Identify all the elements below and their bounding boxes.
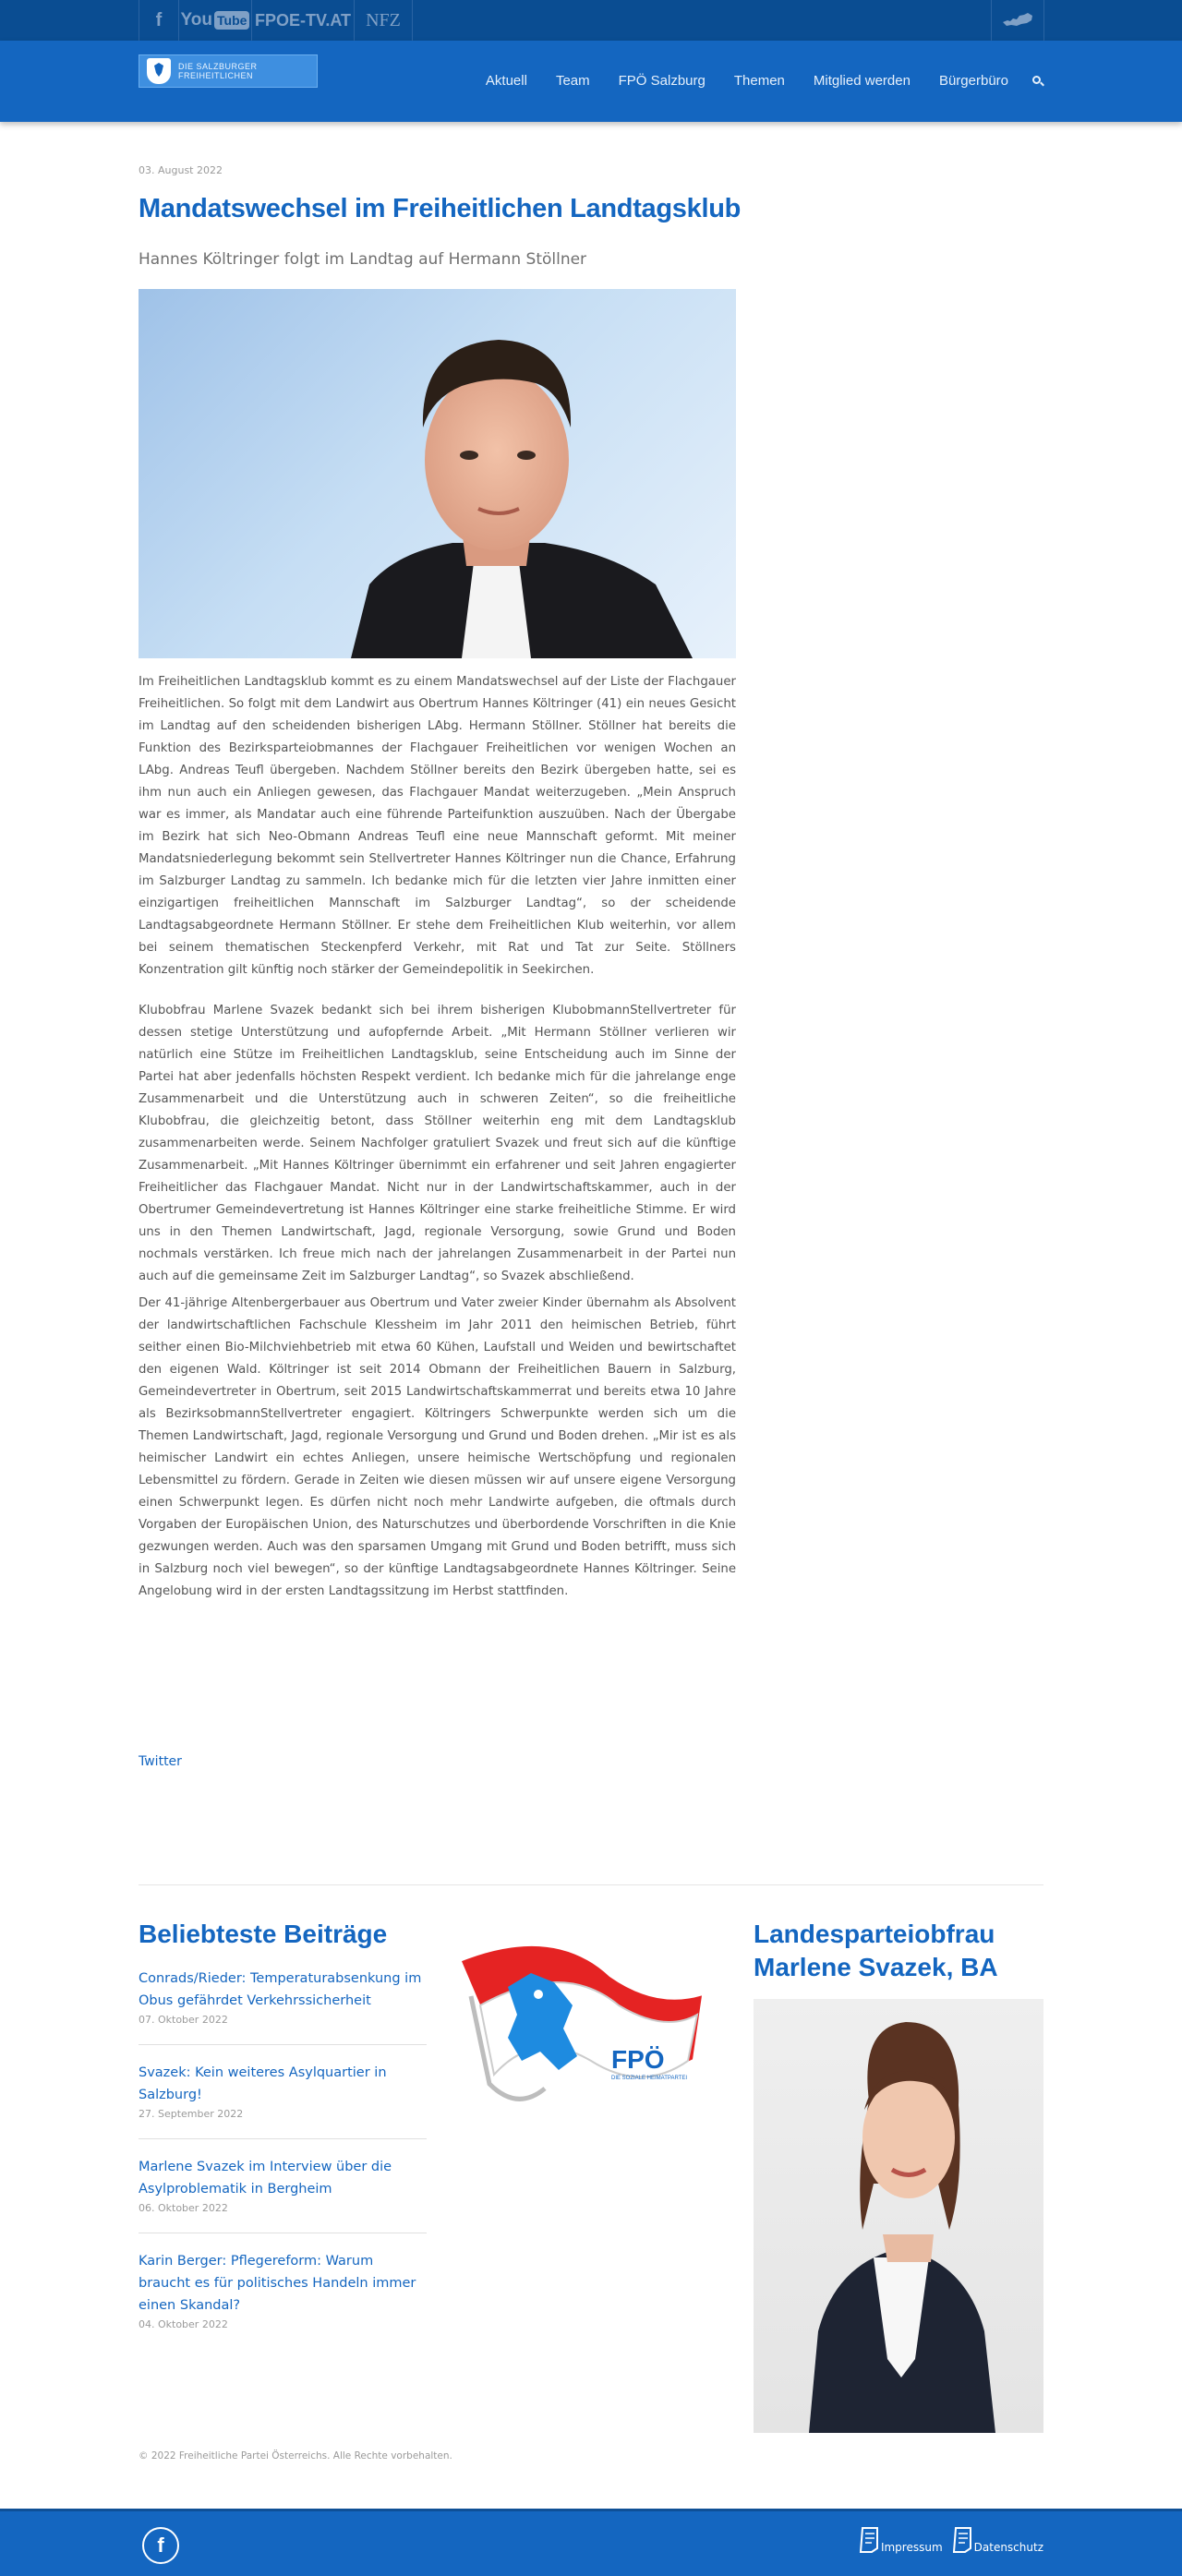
top-bar <box>0 0 1182 41</box>
fpoe-flag-lion-logo <box>443 1922 720 2107</box>
main-header <box>0 41 1182 122</box>
facebook-icon[interactable]: f <box>142 2527 179 2564</box>
top-bar-inner <box>139 0 1043 41</box>
nav-themen[interactable]: Themen <box>733 73 785 89</box>
leader-portrait <box>754 1999 1043 2433</box>
fpoe-logo-text: FPÖ <box>611 2045 665 2074</box>
party-leader-title: Landesparteiobfrau Marlene Svazek, BA <box>754 1920 998 1981</box>
footer-links <box>850 2526 1043 2554</box>
list-item <box>139 2233 427 2349</box>
fpoe-party-logo <box>443 1922 720 2107</box>
popular-post-link[interactable]: Marlene Svazek im Interview über die Asylproblematik in Bergheim <box>139 2160 392 2197</box>
youtube-link[interactable] <box>178 0 252 41</box>
logo-line-1: DIE SALZBURGER <box>178 62 258 71</box>
copyright-text: © 2022 Freiheitliche Partei Österreichs. Alle Rechte vorbehalten. <box>139 2450 452 2462</box>
article-paragraph-1: Im Freiheitlichen Landtagsklub kommt es zu einem Mandatswechsel auf der Liste der Flachgauer Freiheitlichen. So folgt mit dem Landwirt aus Obertrum Hannes Költringer (41) ein neues Gesicht im Landtag auf den scheidenden bisherigen LAbg. Hermann Stöllner. Stöllner hat bereits die Funktion des Bezirksparteiobmannes der Flachgauer Freiheitlichen vor wenigen Wochen an LAbg. Andreas Teufl übergeben. Nachdem Stöllner bereits den Bezirk übergeben hatte, sei es ihm nun auch ein Anliegen gewesen, das Flachgauer Mandat weiterzugeben. „Mein Anspruch war es immer, als Mandatar auch eine führende Parteifunktion auszuüben. Nach der Übergabe im Bezirk hat sich Neo-Obmann Andreas Teufl eine neue Mannschaft geformt. Mit meiner Mandatsniederlegung bekommt sein Stellvertreter Hannes Költringer nun die Chance, Erfahrung im Salzburger Landtag zu sammeln. Ich bedanke mich für die letzten vier Jahre inmitten einer einzigartigen freiheitlichen Mannschaft im Salzburger Landtag“, so der scheidende Landtagsabgeordnete Hermann Stöllner. Er stehe dem Freiheitlichen Klub weiterhin, vor allem bei seinem thematischen Steckenpferd Verkehr, mit Rat und Tat zur Seite. Stöllners Konzentration gilt künftig noch stärker der Gemeindepolitik in Seekirchen. <box>139 675 736 977</box>
document-icon <box>857 2526 883 2554</box>
youtube-tube-text: Tube <box>214 11 249 30</box>
section-divider <box>139 1884 1043 1885</box>
search-icon[interactable] <box>1032 76 1043 87</box>
austria-map-icon[interactable] <box>991 0 1044 41</box>
austria-map-shape <box>1002 12 1033 29</box>
article-paragraph-2: Klubobfrau Marlene Svazek bedankt sich bei ihrem bisherigen KlubobmannStellvertreter für dessen stetige Unterstützung und aufopfernde Arbeit. „Mit Hermann Stöllner verlieren wir natürlich eine Stütze im Freiheitlichen Landtagsklub, seine Entscheidung auch im Sinne der Partei hat aber jedenfalls höchsten Respekt verdient. Ich bedanke mich für die jahrelange enge Zusammenarbeit und die Unterstützung auch in schweren Zeiten“, so die freiheitliche Klubobfrau, die gleichzeitig betont, dass Stöllner weiterhin eng mit dem Landtagsklub zusammenarbeiten werde. Seinem Nachfolger gratuliert Svazek und freut sich auf die künftige Zusammenarbeit. „Mit Hannes Költringer übernimmt ein erfahrener und seit Jahren engagierter Freiheitlicher das Flachgauer Mandat. Nicht nur in der Landwirtschaftskammer, auch in der Obertrumer Gemeindevertretung ist Hannes Költringer eine starke freiheitliche Stimme. Er wird uns in den Themen Landwirtschaft, Jagd, regionale Versorgung, sowie Grund und Boden nochmals verstärken. Ich freue mich nach der jahrelangen Zusammenarbeit in der Partei nun auch auf die gemeinsame Zeit im Salzburger Landtag“, so Svazek abschließend. <box>139 1004 736 1283</box>
logo-line-2: FREIHEITLICHEN <box>178 71 254 80</box>
datenschutz-label: Datenschutz <box>973 2541 1043 2554</box>
nfz-link[interactable]: NFZ <box>354 0 413 41</box>
nav-team[interactable]: Team <box>555 73 590 89</box>
popular-post-date: 07. Oktober 2022 <box>139 2014 228 2026</box>
impressum-link[interactable] <box>857 2526 943 2554</box>
party-leader-photo <box>754 1999 1043 2433</box>
list-item <box>139 2139 427 2233</box>
article-body <box>139 671 736 1621</box>
popular-post-date: 27. September 2022 <box>139 2108 244 2120</box>
popular-posts <box>139 1918 427 2349</box>
twitter-share-link[interactable]: Twitter <box>139 1754 182 1769</box>
article-date: 03. August 2022 <box>139 164 223 176</box>
facebook-icon[interactable]: f <box>139 0 179 41</box>
popular-post-link[interactable]: Conrads/Rieder: Temperaturabsenkung im Obus gefährdet Verkehrssicherheit <box>139 1971 422 2008</box>
popular-post-date: 06. Oktober 2022 <box>139 2202 228 2214</box>
datenschutz-link[interactable] <box>950 2526 1043 2554</box>
portrait-photo <box>139 289 736 658</box>
youtube-you-text: You <box>180 10 213 30</box>
popular-post-link[interactable]: Karin Berger: Pflegereform: Warum braucht es für politisches Handeln immer einen Skandal? <box>139 2254 416 2313</box>
impressum-label: Impressum <box>880 2541 943 2554</box>
article-title: Mandatswechsel im Freiheitlichen Landtagsklub <box>139 194 742 223</box>
popular-post-link[interactable]: Svazek: Kein weiteres Asylquartier in Salzburg! <box>139 2065 387 2102</box>
eagle-crest-icon <box>147 58 171 84</box>
article-hero-image <box>139 289 736 658</box>
popular-post-date: 04. Oktober 2022 <box>139 2318 228 2330</box>
logo-text <box>178 62 258 80</box>
nav-aktuell[interactable]: Aktuell <box>485 73 527 89</box>
list-item <box>139 1951 427 2045</box>
document-icon <box>950 2526 976 2554</box>
nav-fpoe-salzburg[interactable]: FPÖ Salzburg <box>618 73 706 89</box>
main-nav <box>457 73 1043 89</box>
nav-buergerbuero[interactable]: Bürgerbüro <box>938 73 1008 89</box>
fpoe-tv-link[interactable]: FPOE-TV.AT <box>251 0 355 41</box>
article-paragraph-3: Der 41-jährige Altenbergerbauer aus Obertrum und Vater zweier Kinder übernahm als Absolvent der landwirtschaftlichen Fachschule Klessheim im Jahr 2011 den heimischen Betrieb, führt seither einen Bio-Milchviehbetrieb mit etwa 60 Kühen, Laufstall und Weiden und bewirtschaftet den eigenen Wald. Költringer ist seit 2014 Obmann der Freiheitlichen Bauern in Salzburg, Gemeindevertreter in Obertrum, seit 2015 Landwirtschaftskammerrat und bereits etwa 10 Jahre als BezirksobmannStellvertreter engagiert. Költringers Schwerpunkte werden sich um die Themen Landwirtschaft, Jagd, regionale Versorgung und Grund und Boden drehen. „Mir ist es als heimischer Landwirt ein echtes Anliegen, unsere heimische Wertschöpfung und regionalen Lebensmittel zu fördern. Gerade in Zeiten wie diesen müssen wir auf unsere eigene Versorgung einen Schwerpunkt legen. Es dürfen nicht noch mehr Landwirte aufgeben, die oftmals durch Vorgaben der Europäischen Union, des Naturschutzes und überbordende Vorschriften in die Knie gezwungen werden. Auch was den sparsamen Umgang mit Grund und Boden betrifft, muss sich in Salzburg noch viel bewegen“, so der künftige Landtagsabgeordnete Hannes Költringer. Seine Angelobung wird in der ersten Landtagssitzung im Herbst stattfinden. <box>139 1296 736 1598</box>
site-footer <box>0 2509 1182 2576</box>
party-leader-box <box>754 1918 1043 2433</box>
list-item <box>139 2045 427 2139</box>
nav-mitglied-werden[interactable]: Mitglied werden <box>813 73 911 89</box>
site-logo[interactable] <box>139 54 318 88</box>
popular-posts-title: Beliebteste Beiträge <box>139 1920 388 1948</box>
article-subtitle: Hannes Költringer folgt im Landtag auf Hermann Stöllner <box>139 250 587 269</box>
fpoe-logo-subtext: DIE SOZIALE HEIMATPARTEI <box>611 2076 688 2081</box>
